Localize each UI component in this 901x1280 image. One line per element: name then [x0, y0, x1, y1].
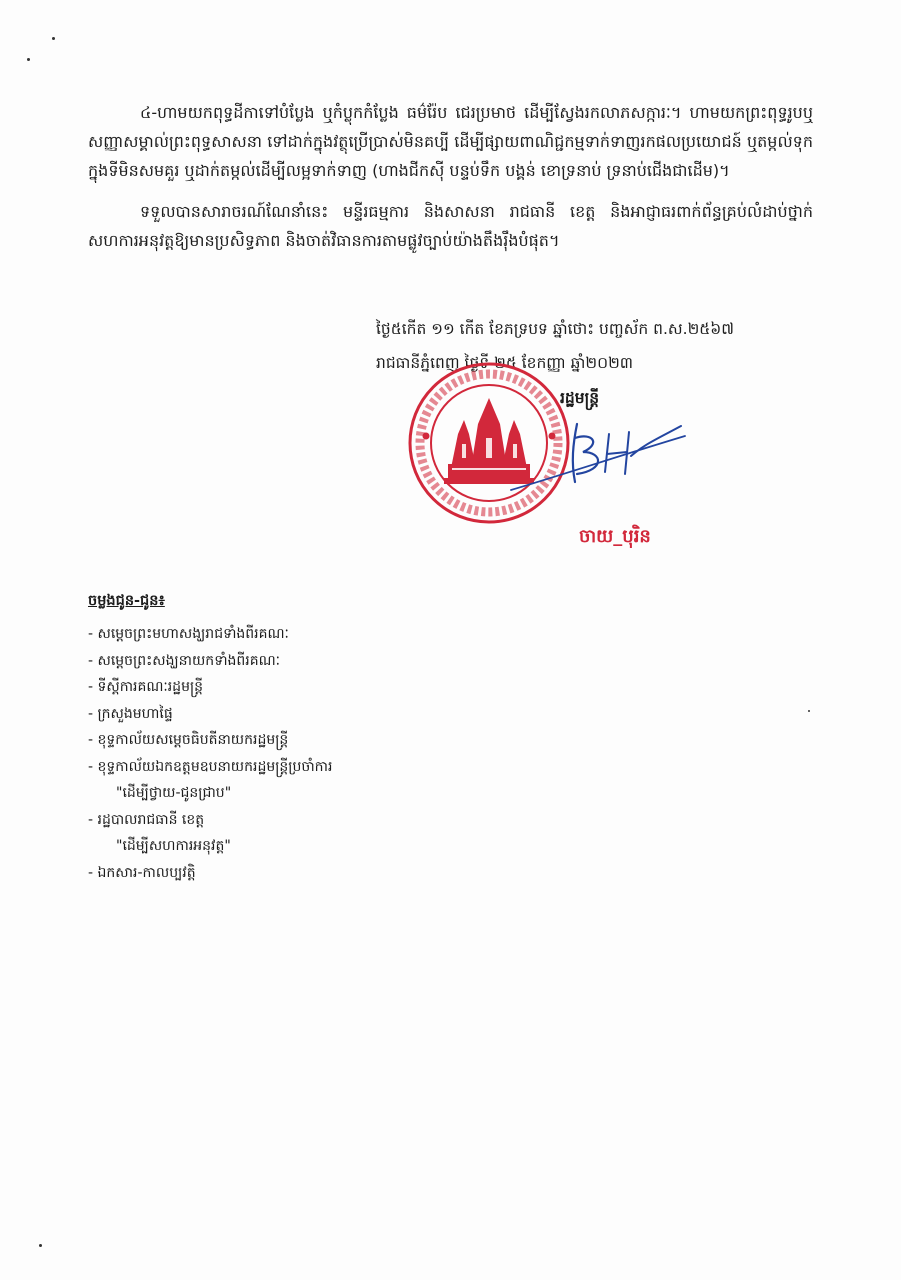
- recipient-note: "ដើម្បីសហការអនុវត្ត": [116, 838, 231, 854]
- recipient-item: [88, 860, 588, 887]
- recipients-list: [88, 621, 588, 886]
- recipient-item: [88, 701, 588, 728]
- solar-date: រាជធានីភ្នំពេញ ថ្ងៃទី ២៥ ខែកញ្ញា ឆ្នាំ២០២៣: [376, 354, 634, 372]
- recipient-label: - ក្រសួងមហាផ្ទៃ: [88, 705, 173, 722]
- recipient-item: [88, 807, 588, 834]
- recipient-label: - ឯកសារ-កាលប្បវត្តិ: [88, 864, 196, 881]
- scan-speck: [808, 710, 810, 712]
- recipients-block: [88, 592, 588, 886]
- handwritten-signature: [505, 404, 690, 499]
- body-text: [88, 98, 813, 255]
- scan-speck: [39, 1244, 42, 1247]
- paragraph-enforcement: ទទួលបានសារាចរណ៍ណែនាំនេះ មន្ទីរធម្មការ និងសាសនា រាជធានី ខេត្ត និងអាជ្ញាធរពាក់ព័ន្ធគ្រប់លំដាប់ថ្នាក់ សហការអនុវត្តឱ្យមានប្រសិទ្ធភាព និងចាត់វិធានការតាមផ្លូវច្បាប់យ៉ាងតឹងរ៉ឹងបំផុត។: [88, 202, 813, 250]
- signer-title: រដ្ឋមន្ត្រី: [560, 389, 600, 407]
- recipient-item: [88, 674, 588, 701]
- recipient-label: - សម្តេចព្រះមហាសង្ឃរាជទាំងពីរគណៈ: [88, 626, 289, 642]
- recipient-item: [88, 727, 588, 754]
- signer-name: ចាយ_បុរិន: [579, 526, 651, 547]
- recipient-note: "ដើម្បីថ្វាយ-ជូនជ្រាប": [116, 785, 232, 801]
- recipient-label: - រដ្ឋបាលរាជធានី ខេត្ត: [88, 811, 205, 828]
- recipients-heading: ចម្លងជូន-ជូន៖: [88, 593, 165, 609]
- recipient-label: - សម្តេចព្រះសង្ឃនាយកទាំងពីរគណៈ: [88, 652, 280, 669]
- recipient-item: [88, 754, 588, 781]
- recipient-label: - ខុទ្ទកាល័យឯកឧត្តមឧបនាយករដ្ឋមន្ត្រីប្រចាំការ: [88, 758, 333, 775]
- scan-speck: [52, 37, 55, 40]
- recipient-label: - ខុទ្ទកាល័យសម្តេចធិបតីនាយករដ្ឋមន្ត្រី: [88, 732, 289, 748]
- paragraph-prohibition: ៤-ហាមយកពុទ្ធដីកាទៅបំប្លែង ឬកំប្លុកកំប្លែង ធម៌រ៉ែប ជេរប្រមាថ ដើម្បីស្វែងរកលាភសក្ការៈ។ ហាមយកព្រះពុទ្ធរូបឬសញ្ញាសម្គាល់ព្រះពុទ្ធសាសនា ទៅដាក់ក្នុងវត្ថុប្រើប្រាស់មិនគប្បី ដើម្បីផ្សាយពាណិជ្ជកម្មទាក់ទាញរកផលប្រយោជន៍ ឬតម្កល់ទុកក្នុងទីមិនសមគួរ ឬដាក់តម្កល់ដើម្បីលម្អទាក់ទាញ (ហាងជីកស៊ី បន្ទប់ទឹក បង្គន់ ខោទ្រនាប់ ទ្រនាប់ជើងជាដើម)។: [88, 103, 813, 180]
- recipient-item: [88, 621, 588, 648]
- scan-speck: [27, 58, 30, 61]
- recipient-label: - ទីស្តីការគណៈរដ្ឋមន្ត្រី: [88, 679, 204, 695]
- recipient-item: [88, 648, 588, 675]
- lunar-date: ថ្ងៃ៥កើត ១១ កើត ខែភទ្របទ ឆ្នាំថោះ បញ្ចស័ក ព.ស.២៥៦៧: [376, 320, 734, 338]
